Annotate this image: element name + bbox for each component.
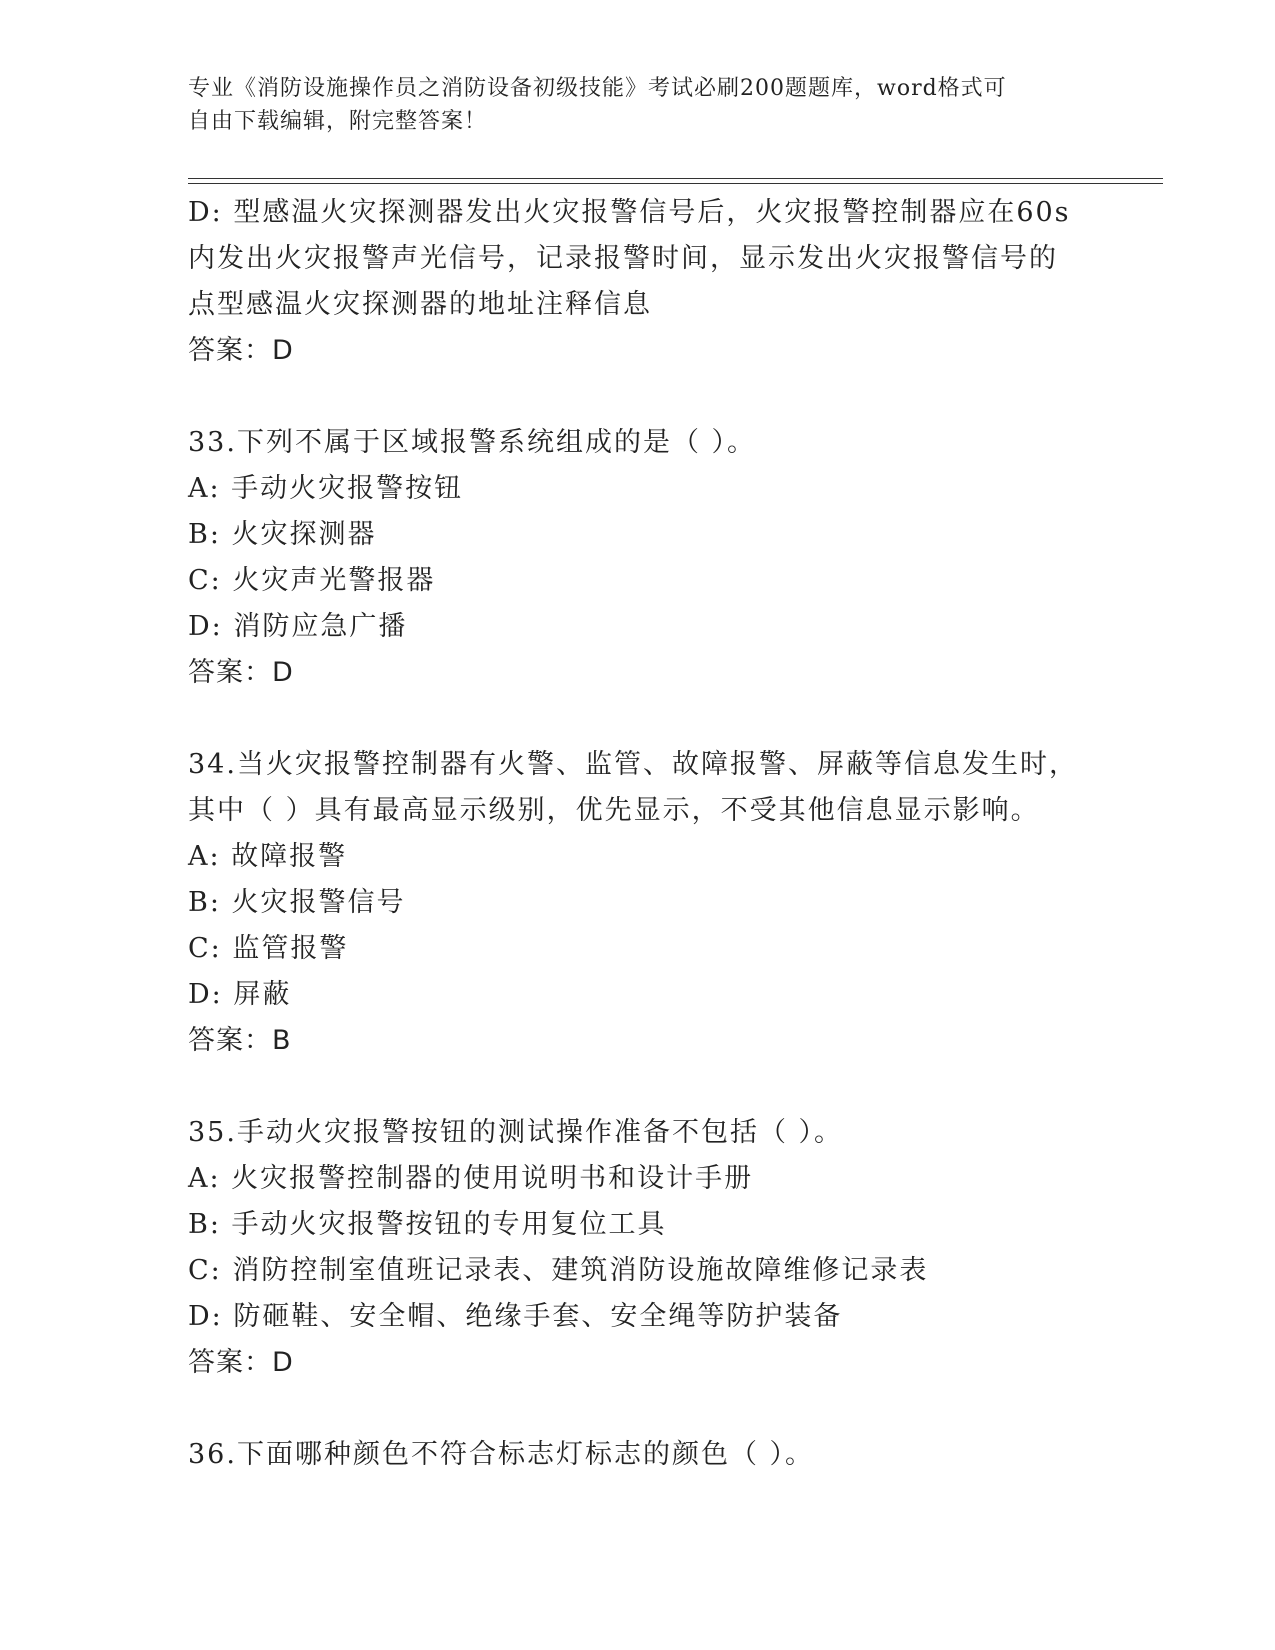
spacer [188, 374, 1088, 420]
option-c: C: 监管报警 [188, 933, 349, 964]
question-text: 35.手动火灾报警按钮的测试操作准备不包括（ ）。 [188, 1117, 844, 1148]
answer: 答案：B [188, 1025, 292, 1056]
document-body [188, 190, 1088, 1478]
option-a: A: 手动火灾报警按钮 [188, 473, 464, 504]
header-line-2: 自由下载编辑，附完整答案！ [188, 109, 488, 134]
option-d: D: 消防应急广播 [188, 611, 408, 642]
question-33-block [188, 420, 1088, 696]
option-d-line-3: 点型感温火灾探测器的地址注释信息 [188, 289, 652, 320]
option-b: B: 火灾报警信号 [188, 887, 406, 918]
page-header [188, 72, 1068, 138]
option-a: A: 故障报警 [188, 841, 348, 872]
question-text: 36.下面哪种颜色不符合标志灯标志的颜色（ ）。 [188, 1439, 815, 1470]
answer: 答案：D [188, 657, 294, 688]
option-d: D: 屏蔽 [188, 979, 292, 1010]
answer: 答案：D [188, 1347, 294, 1378]
option-c: C: 消防控制室值班记录表、建筑消防设施故障维修记录表 [188, 1255, 929, 1286]
option-d: D: 防砸鞋、安全帽、绝缘手套、安全绳等防护装备 [188, 1301, 843, 1332]
spacer [188, 696, 1088, 742]
option-b: B: 手动火灾报警按钮的专用复位工具 [188, 1209, 667, 1240]
option-d-line-1: D: 型感温火灾探测器发出火灾报警信号后，火灾报警控制器应在60s [188, 197, 1071, 228]
question-32-block [188, 190, 1088, 374]
answer: 答案：D [188, 335, 294, 366]
question-text: 33.下列不属于区域报警系统组成的是（ ）。 [188, 427, 757, 458]
question-34-block [188, 742, 1088, 1064]
question-text-line-2: 其中（ ）具有最高显示级别，优先显示，不受其他信息显示影响。 [188, 795, 1040, 826]
spacer [188, 1064, 1088, 1110]
spacer [188, 1386, 1088, 1432]
question-36-block [188, 1432, 1088, 1478]
question-text-line-1: 34.当火灾报警控制器有火警、监管、故障报警、屏蔽等信息发生时， [188, 749, 1078, 780]
option-b: B: 火灾探测器 [188, 519, 377, 550]
question-35-block [188, 1110, 1088, 1386]
header-double-rule [188, 178, 1163, 184]
header-line-1: 专业《消防设施操作员之消防设备初级技能》考试必刷200题题库，word格式可 [188, 76, 1007, 101]
option-d-line-2: 内发出火灾报警声光信号，记录报警时间，显示发出火灾报警信号的 [188, 243, 1058, 274]
option-a: A: 火灾报警控制器的使用说明书和设计手册 [188, 1163, 754, 1194]
option-c: C: 火灾声光警报器 [188, 565, 436, 596]
